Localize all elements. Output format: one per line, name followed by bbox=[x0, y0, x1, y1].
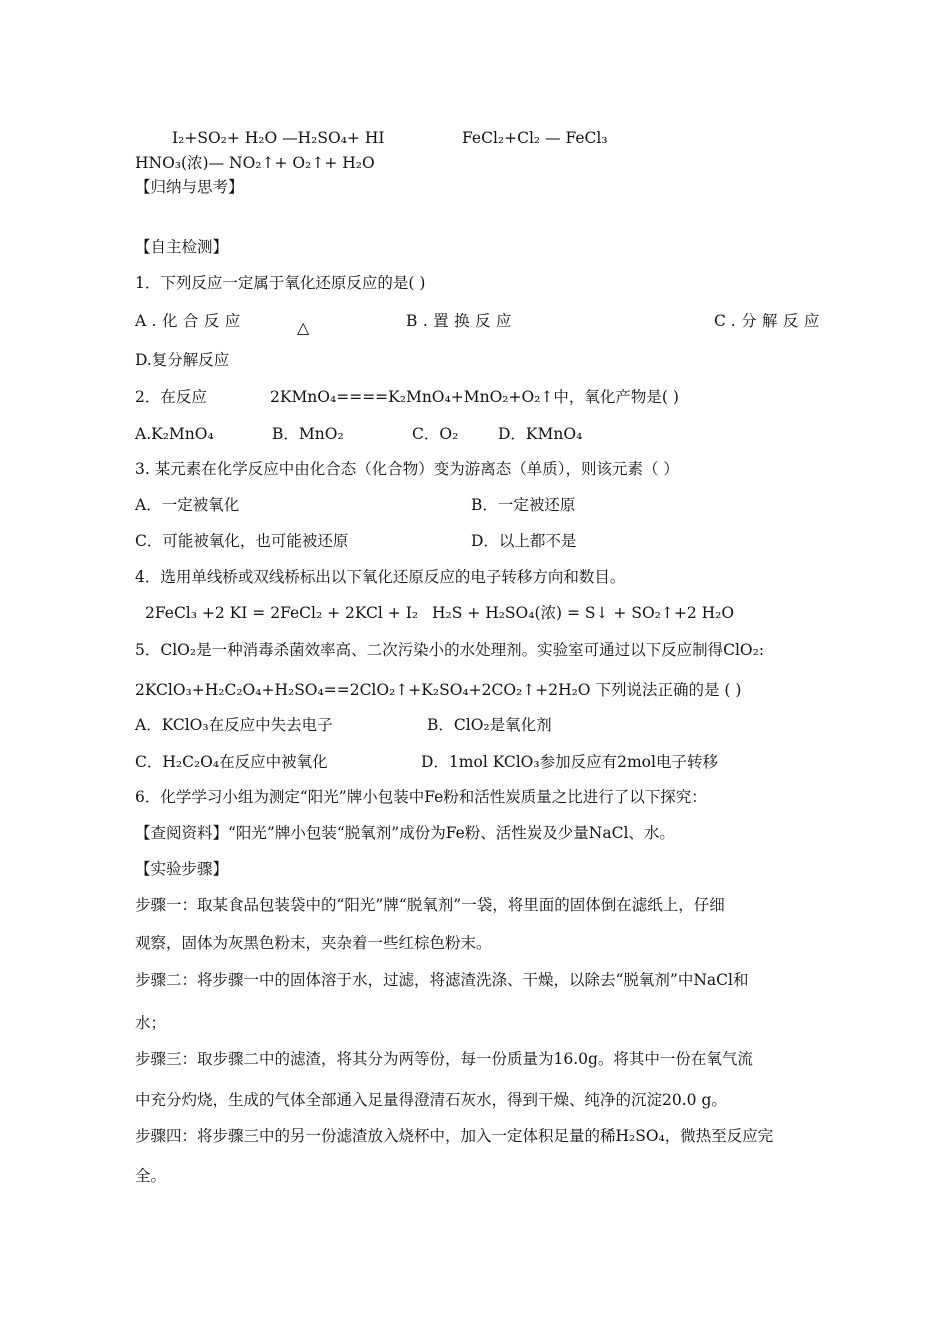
step-1-line-1: 步骤一：取某食品包装袋中的“阳光”牌“脱氧剂”一袋，将里面的固体倒在滤纸上，仔细 bbox=[135, 896, 725, 914]
question-1: 1．下列反应一定属于氧化还原反应的是( ) bbox=[135, 274, 426, 292]
question-2-prefix: 2．在反应 bbox=[135, 388, 207, 406]
summary-heading: 【归纳与思考】 bbox=[135, 178, 244, 196]
step-4-line-1: 步骤四：将步骤三中的另一份滤渣放入烧杯中，加入一定体积足量的稀H₂SO₄，微热至反应完 bbox=[135, 1127, 774, 1145]
q3-option-d: D．以上都不是 bbox=[471, 532, 577, 550]
step-2-line-1: 步骤二：将步骤一中的固体溶于水，过滤，将滤渣洗涤、干燥，以除去“脱氧剂”中NaCl和 bbox=[135, 971, 749, 989]
equation-row2: HNO₃(浓)— NO₂↑+ O₂↑+ H₂O bbox=[135, 154, 375, 172]
self-check-heading: 【自主检测】 bbox=[135, 238, 229, 256]
question-6: 6．化学学习小组为测定“阳光”牌小包装中Fe粉和活性炭质量之比进行了以下探究： bbox=[135, 788, 707, 806]
q1-option-c: C.分解反应 bbox=[714, 312, 825, 330]
q3-option-a: A．一定被氧化 bbox=[135, 496, 240, 514]
q6-steps-heading: 【实验步骤】 bbox=[135, 860, 229, 878]
q5-option-b: B．ClO₂是氧化剂 bbox=[427, 716, 552, 734]
step-2-line-2: 水； bbox=[135, 1014, 167, 1032]
q5-option-c: C．H₂C₂O₄在反应中被氧化 bbox=[135, 753, 328, 771]
q6-reference: 【查阅资料】“阳光”牌小包装“脱氧剂”成份为Fe粉、活性炭及少量NaCl、水。 bbox=[135, 824, 675, 842]
question-4: 4．选用单线桥或双线桥标出以下氧化还原反应的电子转移方向和数目。 bbox=[135, 568, 626, 586]
q2-option-b: B．MnO₂ bbox=[272, 425, 344, 443]
q4-equation-1: 2FeCl₃ +2 KI = 2FeCl₂ + 2KCl + I₂ bbox=[145, 604, 419, 622]
question-5: 5．ClO₂是一种消毒杀菌效率高、二次污染小的水处理剂。实验室可通过以下反应制得ClO₂: bbox=[135, 641, 765, 659]
q5-option-a: A．KClO₃在反应中失去电子 bbox=[135, 716, 333, 734]
step-1-line-2: 观察，固体为灰黑色粉末，夹杂着一些红棕色粉末。 bbox=[135, 934, 492, 952]
q4-equation-2: H₂S + H₂SO₄(浓) = S↓ + SO₂↑+2 H₂O bbox=[432, 604, 735, 622]
step-3-line-1: 步骤三：取步骤二中的滤渣，将其分为两等份，每一份质量为16.0g。将其中一份在氧气流 bbox=[135, 1050, 753, 1068]
q5-equation: 2KClO₃+H₂C₂O₄+H₂SO₄==2ClO₂↑+K₂SO₄+2CO₂↑+2H₂O 下列说法正确的是 ( ) bbox=[135, 681, 742, 699]
q1-option-d: D.复分解反应 bbox=[135, 351, 230, 369]
q2-option-a: A.K₂MnO₄ bbox=[135, 425, 214, 443]
equation-row1-left: I₂+SO₂+ H₂O —H₂SO₄+ HI bbox=[172, 129, 385, 147]
q5-option-d: D．1mol KClO₃参加反应有2mol电子转移 bbox=[421, 753, 718, 771]
question-3: 3. 某元素在化学反应中由化合态（化合物）变为游离态（单质），则该元素（ ） bbox=[135, 460, 679, 478]
step-4-line-2: 全。 bbox=[135, 1167, 167, 1185]
q2-option-c: C．O₂ bbox=[412, 425, 459, 443]
question-2-equation: 2KMnO₄====K₂MnO₄+MnO₂+O₂↑中，氧化产物是( ) bbox=[270, 388, 679, 406]
q3-option-c: C．可能被氧化，也可能被还原 bbox=[135, 532, 349, 550]
q1-option-a: A.化合反应 bbox=[135, 312, 246, 330]
heat-triangle-symbol: △ bbox=[297, 318, 310, 337]
step-3-line-2: 中充分灼烧，生成的气体全部通入足量得澄清石灰水，得到干燥、纯净的沉淀20.0 g。 bbox=[135, 1091, 727, 1109]
equation-row1-right: FeCl₂+Cl₂ — FeCl₃ bbox=[462, 129, 608, 147]
q3-option-b: B．一定被还原 bbox=[471, 496, 576, 514]
q1-option-b: B.置换反应 bbox=[406, 312, 517, 330]
q2-option-d: D．KMnO₄ bbox=[498, 425, 583, 443]
